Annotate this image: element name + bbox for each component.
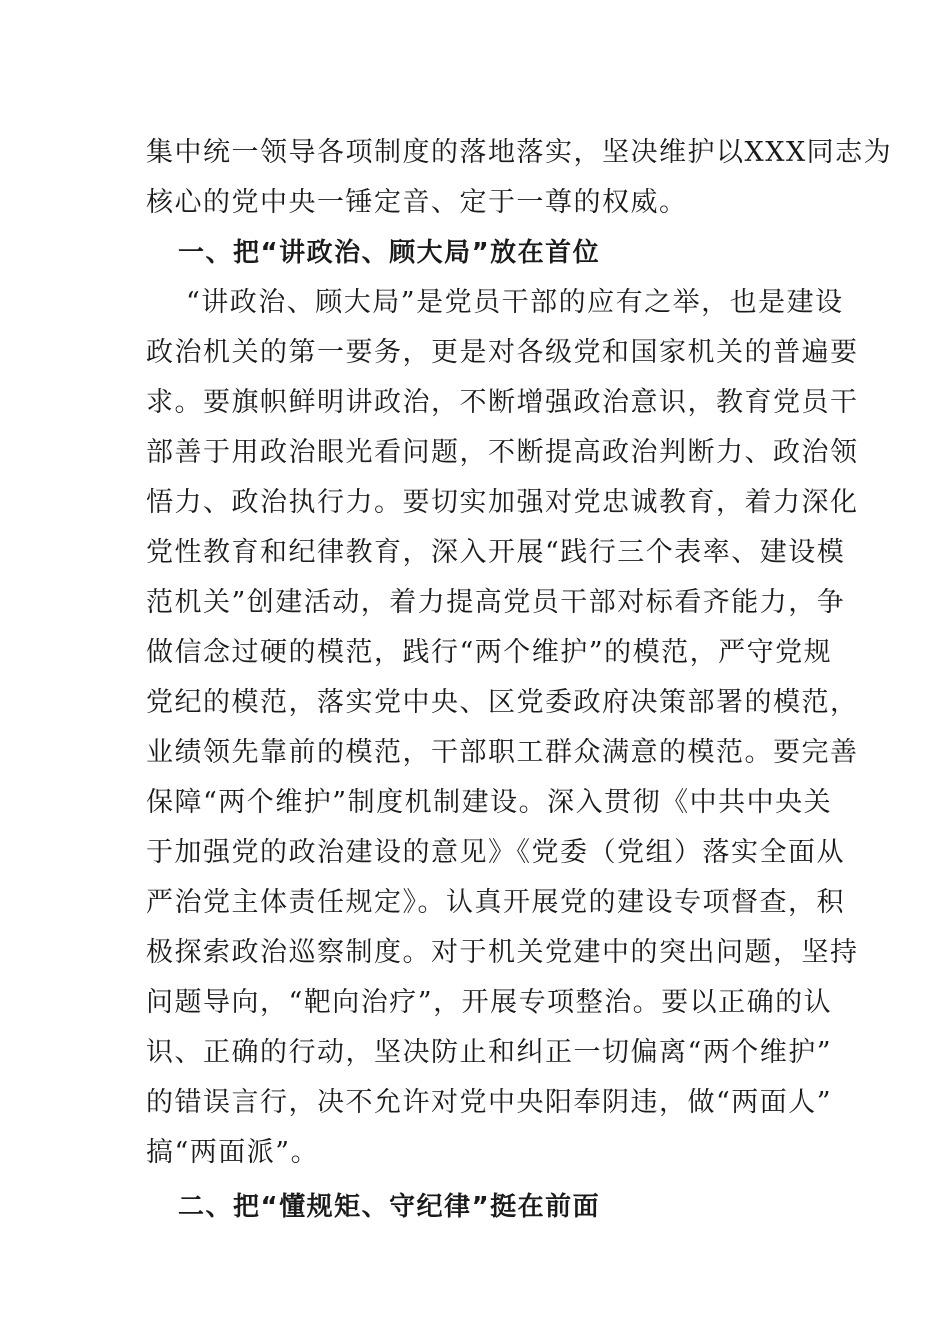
section-1-line-5: 悟力、政治执行力。要切实加强对党忠诚教育，着力深化	[146, 487, 859, 518]
section-1-line-14: 极探索政治巡察制度。对于机关党建中的突出问题，坚持	[146, 937, 859, 968]
intro-line-1: 集中统一领导各项制度的落地落实，坚决维护以XXX同志为	[146, 137, 893, 168]
document-body	[146, 128, 893, 1232]
section-1-line-7: 范机关”创建活动，着力提高党员干部对标看齐能力，争	[146, 587, 846, 618]
section-1-line-16: 识、正确的行动，坚决防止和纠正一切偏离“两个维护”	[146, 1037, 833, 1068]
section-1-line-2: 政治机关的第一要务，更是对各级党和国家机关的普遍要	[146, 337, 859, 368]
intro-line-2: 核心的党中央一锤定音、定于一尊的权威。	[146, 187, 688, 218]
section-1-line-8: 做信念过硬的模范，践行“两个维护”的模范，严守党规	[146, 637, 833, 668]
section-1-heading: 一、把“讲政治、顾大局”放在首位	[178, 238, 601, 268]
section-1-line-15: 问题导向，“靶向治疗”，开展专项整治。要以正确的认	[146, 987, 833, 1018]
section-1-line-13: 严治党主体责任规定》。认真开展党的建设专项督查，积	[146, 887, 845, 918]
section-1-line-12: 于加强党的政治建设的意见》《党委（党组）落实全面从	[146, 837, 845, 868]
section-1-line-10: 业绩领先靠前的模范，干部职工群众满意的模范。要完善	[146, 737, 859, 768]
section-1-line-9: 党纪的模范，落实党中央、区党委政府决策部署的模范，	[146, 687, 859, 718]
section-1-line-3: 求。要旗帜鲜明讲政治，不断增强政治意识，教育党员干	[146, 387, 859, 418]
section-1-line-6: 党性教育和纪律教育，深入开展“践行三个表率、建设模	[146, 537, 846, 568]
section-2-heading: 二、把“懂规矩、守纪律”挺在前面	[178, 1192, 601, 1222]
section-1-line-18: 搞“两面派”。	[146, 1137, 320, 1168]
section-1-line-11: 保障“两个维护”制度机制建设。深入贯彻《中共中央关	[146, 787, 833, 818]
section-1-line-17: 的错误言行，决不允许对党中央阳奉阴违，做“两面人”	[146, 1087, 833, 1118]
section-1-line-4: 部善于用政治眼光看问题，不断提高政治判断力、政治领	[146, 437, 859, 468]
section-1-line-1: “讲政治、顾大局”是党员干部的应有之举，也是建设	[186, 287, 844, 318]
